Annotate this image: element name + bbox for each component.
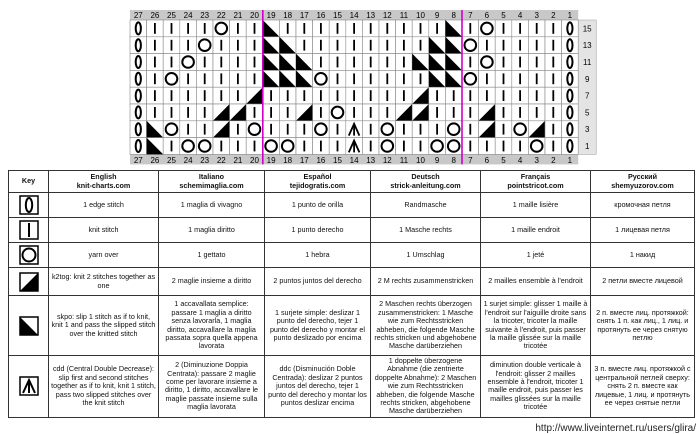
row-number: 11: [583, 58, 592, 67]
column-number-bottom: 16: [316, 155, 326, 165]
column-number-bottom: 6: [484, 155, 490, 165]
column-number-top: 24: [183, 11, 193, 20]
legend-header-espanol: Español tejidogratis.com: [265, 171, 371, 193]
legend-cell: 2 puntos juntos del derecho: [265, 268, 371, 296]
column-number-top: 7: [468, 11, 473, 20]
row-number-strip: [578, 20, 596, 154]
legend-cell: 1 Umschlag: [371, 243, 481, 268]
legend-header-italiano: Italiano schemimaglia.com: [159, 171, 265, 193]
column-number-bottom: 13: [366, 155, 376, 165]
column-number-top: 13: [366, 11, 376, 20]
row-number: 1: [584, 142, 590, 151]
legend-cell: 1 лицевая петля: [591, 218, 695, 243]
column-number-top: 16: [316, 11, 326, 20]
column-number-top: 11: [399, 11, 409, 20]
legend-cell: 1 surjet simple: glisser 1 maille à l'endroit sur l'aiguille droite sans la tricoter, tricoter la maille suivante à l'endroit, puis passer la maille glissée sur la maille tricotée: [481, 296, 591, 356]
legend-cell: yarn over: [49, 243, 159, 268]
row-number: 7: [584, 91, 590, 101]
column-number-top: 15: [333, 11, 342, 20]
legend-cell: 2 maglie insieme a diritto: [159, 268, 265, 296]
column-number-top: 23: [200, 11, 210, 20]
column-number-bottom: 4: [517, 155, 523, 165]
legend-cell: 1 hebra: [265, 243, 371, 268]
column-number-bottom: 14: [349, 155, 359, 165]
legend-cell: 1 doppelte überzogene Abnahme (die zentrierte doppelte Abnahme): 2 Maschen wie zum Rechtsstricken abheben, die folgende Masche rechts stricken, abgehobene Masche darüberziehen: [371, 356, 481, 418]
legend-cell: 1 накид: [591, 243, 695, 268]
column-number-bottom: 1: [567, 155, 573, 165]
legend-cell: 2 (Diminuzione Doppia Centrata): passare 2 maglie come per lavorare insieme a diritto, 1 diritto, accavallare le maglie passate insieme sulla maglia lavorata: [159, 356, 265, 418]
k2tog-icon: [9, 268, 49, 296]
column-number-top: 21: [233, 11, 243, 20]
watermark-url: http://www.liveinternet.ru/users/glira/: [535, 423, 696, 434]
row-number: 9: [584, 74, 590, 84]
column-number-top: 6: [484, 11, 490, 20]
column-number-bottom: 19: [266, 155, 276, 165]
column-number-top: 25: [167, 11, 176, 20]
column-number-bottom: 3: [534, 155, 539, 165]
column-number-bottom: 27: [133, 155, 143, 165]
column-number-bottom: 8: [451, 155, 456, 165]
legend-header-key: Key: [9, 171, 49, 193]
column-number-top: 27: [133, 11, 143, 20]
legend-cell: 1 Masche rechts: [371, 218, 481, 243]
column-number-bottom: 26: [150, 155, 160, 165]
legend-cell: diminution double verticale à l'endroit: glisser 2 mailles ensemble à l'endroit, tricoter 1 maille endroit, puis passer les mailles glissées sur la maille tricotée: [481, 356, 591, 418]
column-number-bottom: 18: [283, 155, 293, 165]
column-number-top: 12: [382, 11, 392, 20]
legend-cell: 2 M rechts zusammenstricken: [371, 268, 481, 296]
legend-cell: 1 surjete simple: deslizar 1 punto del derecho, tejer 1 punto del derecho y montar el punto deslizado por encima: [265, 296, 371, 356]
legend-row-edge: [9, 193, 695, 218]
column-number-top: 26: [150, 11, 160, 20]
column-number-bottom: 5: [501, 155, 506, 165]
column-number-top: 10: [416, 11, 425, 20]
column-number-bottom: 9: [434, 155, 440, 165]
column-number-bottom: 2: [551, 155, 556, 165]
column-number-top: 19: [266, 11, 276, 20]
legend-cell: knit stitch: [49, 218, 159, 243]
legend-cell: 2 п. вместе лиц. протяжкой: снять 1 п. как лиц., 1 лиц. и протянуть ее через снятую петлю: [591, 296, 695, 356]
yarn-over-icon: [9, 243, 49, 268]
column-number-bottom: 20: [250, 155, 259, 165]
column-number-bottom: 12: [382, 155, 392, 165]
legend-cell: 3 п. вместе лиц. протяжкой с центральной петлей сверху: снять 2 п. вместе как лицевые, 1 лиц. и протянуть ее через снятые петли: [591, 356, 695, 418]
knit-stitch-icon: [9, 218, 49, 243]
column-number-bottom: 23: [200, 155, 210, 165]
column-number-top: 9: [434, 11, 440, 20]
knitting-chart: [0, 0, 700, 165]
legend-cell: 1 jeté: [481, 243, 591, 268]
column-number-bottom: 15: [333, 155, 342, 165]
row-number: 5: [584, 108, 590, 118]
cdd-icon: [9, 356, 49, 418]
row-number: 3: [584, 125, 590, 135]
legend-cell: 2 mailles ensemble à l'endroit: [481, 268, 591, 296]
legend-cell: 1 gettato: [159, 243, 265, 268]
legend-cell: 2 петли вместе лицевой: [591, 268, 695, 296]
legend-row-yo: [9, 243, 695, 268]
column-number-top: 14: [349, 11, 359, 20]
column-number-top: 22: [216, 11, 226, 20]
column-number-top: 18: [283, 11, 293, 20]
legend-cell: k2tog: knit 2 stitches together as one: [49, 268, 159, 296]
column-number-top: 2: [551, 11, 556, 20]
legend-row-k2tog: [9, 268, 695, 296]
column-number-bottom: 7: [468, 155, 473, 165]
legend-cell: 1 maglia diritto: [159, 218, 265, 243]
legend-header-russian: Русский shemyuzorov.com: [591, 171, 695, 193]
skpo-icon: [9, 296, 49, 356]
legend-row-knit: [9, 218, 695, 243]
column-number-top: 4: [517, 11, 523, 20]
legend-cell: 1 accavallata semplice: passare 1 maglia a diritto senza lavorarla, 1 maglia diritto, accavallare la maglia passata sopra quella appena lavorata: [159, 296, 265, 356]
column-number-top: 8: [451, 11, 456, 20]
column-number-top: 3: [534, 11, 539, 20]
legend-header-deutsch: Deutsch strick-anleitung.com: [371, 171, 481, 193]
legend-table: [8, 170, 695, 418]
legend-header-row: [9, 171, 695, 193]
legend-cell: 2 Maschen rechts überzogen zusammenstricken: 1 Masche wie zum Rechtsstricken abheben, die folgende Masche rechts stricken und abgehobene Masche darüberziehen: [371, 296, 481, 356]
column-number-bottom: 24: [183, 155, 193, 165]
legend-cell: 1 punto de orilla: [265, 193, 371, 218]
column-number-bottom: 11: [399, 155, 409, 165]
legend-cell: Randmasche: [371, 193, 481, 218]
legend-header-francais: Français pointstricot.com: [481, 171, 591, 193]
legend-header-english: English knit-charts.com: [49, 171, 159, 193]
column-number-top: 20: [250, 11, 259, 20]
legend-cell: 1 punto derecho: [265, 218, 371, 243]
column-number-bottom: 21: [233, 155, 243, 165]
column-number-top: 17: [299, 11, 309, 20]
column-number-bottom: 22: [216, 155, 226, 165]
legend-cell: ddc (Disminución Doble Centrada): deslizar 2 puntos juntos del derecho, tejer 1 punto del derecho y montar los puntos deslizar encima: [265, 356, 371, 418]
edge-stitch-icon: [9, 193, 49, 218]
column-number-bottom: 25: [167, 155, 176, 165]
legend-cell: skpo: slip 1 stitch as if to knit, knit 1 and pass the slipped stitch over the knitted stitch: [49, 296, 159, 356]
column-number-top: 1: [567, 11, 573, 20]
legend-cell: кромочная петля: [591, 193, 695, 218]
legend-cell: 1 maglia di vivagno: [159, 193, 265, 218]
legend-cell: 1 maille lisière: [481, 193, 591, 218]
legend-row-skpo: [9, 296, 695, 356]
legend-cell: cdd (Central Double Decrease): slip first and second stitches together as if to knit, knit 1 stitch, pass two slipped stitches over the knit stitch: [49, 356, 159, 418]
row-number: 13: [582, 41, 592, 51]
column-number-bottom: 10: [416, 155, 425, 165]
legend-row-cdd: [9, 356, 695, 418]
legend-cell: 1 edge stitch: [49, 193, 159, 218]
column-number-top: 5: [501, 11, 506, 20]
row-number: 15: [582, 24, 592, 34]
legend-cell: 1 maille endroit: [481, 218, 591, 243]
column-number-bottom: 17: [299, 155, 309, 165]
